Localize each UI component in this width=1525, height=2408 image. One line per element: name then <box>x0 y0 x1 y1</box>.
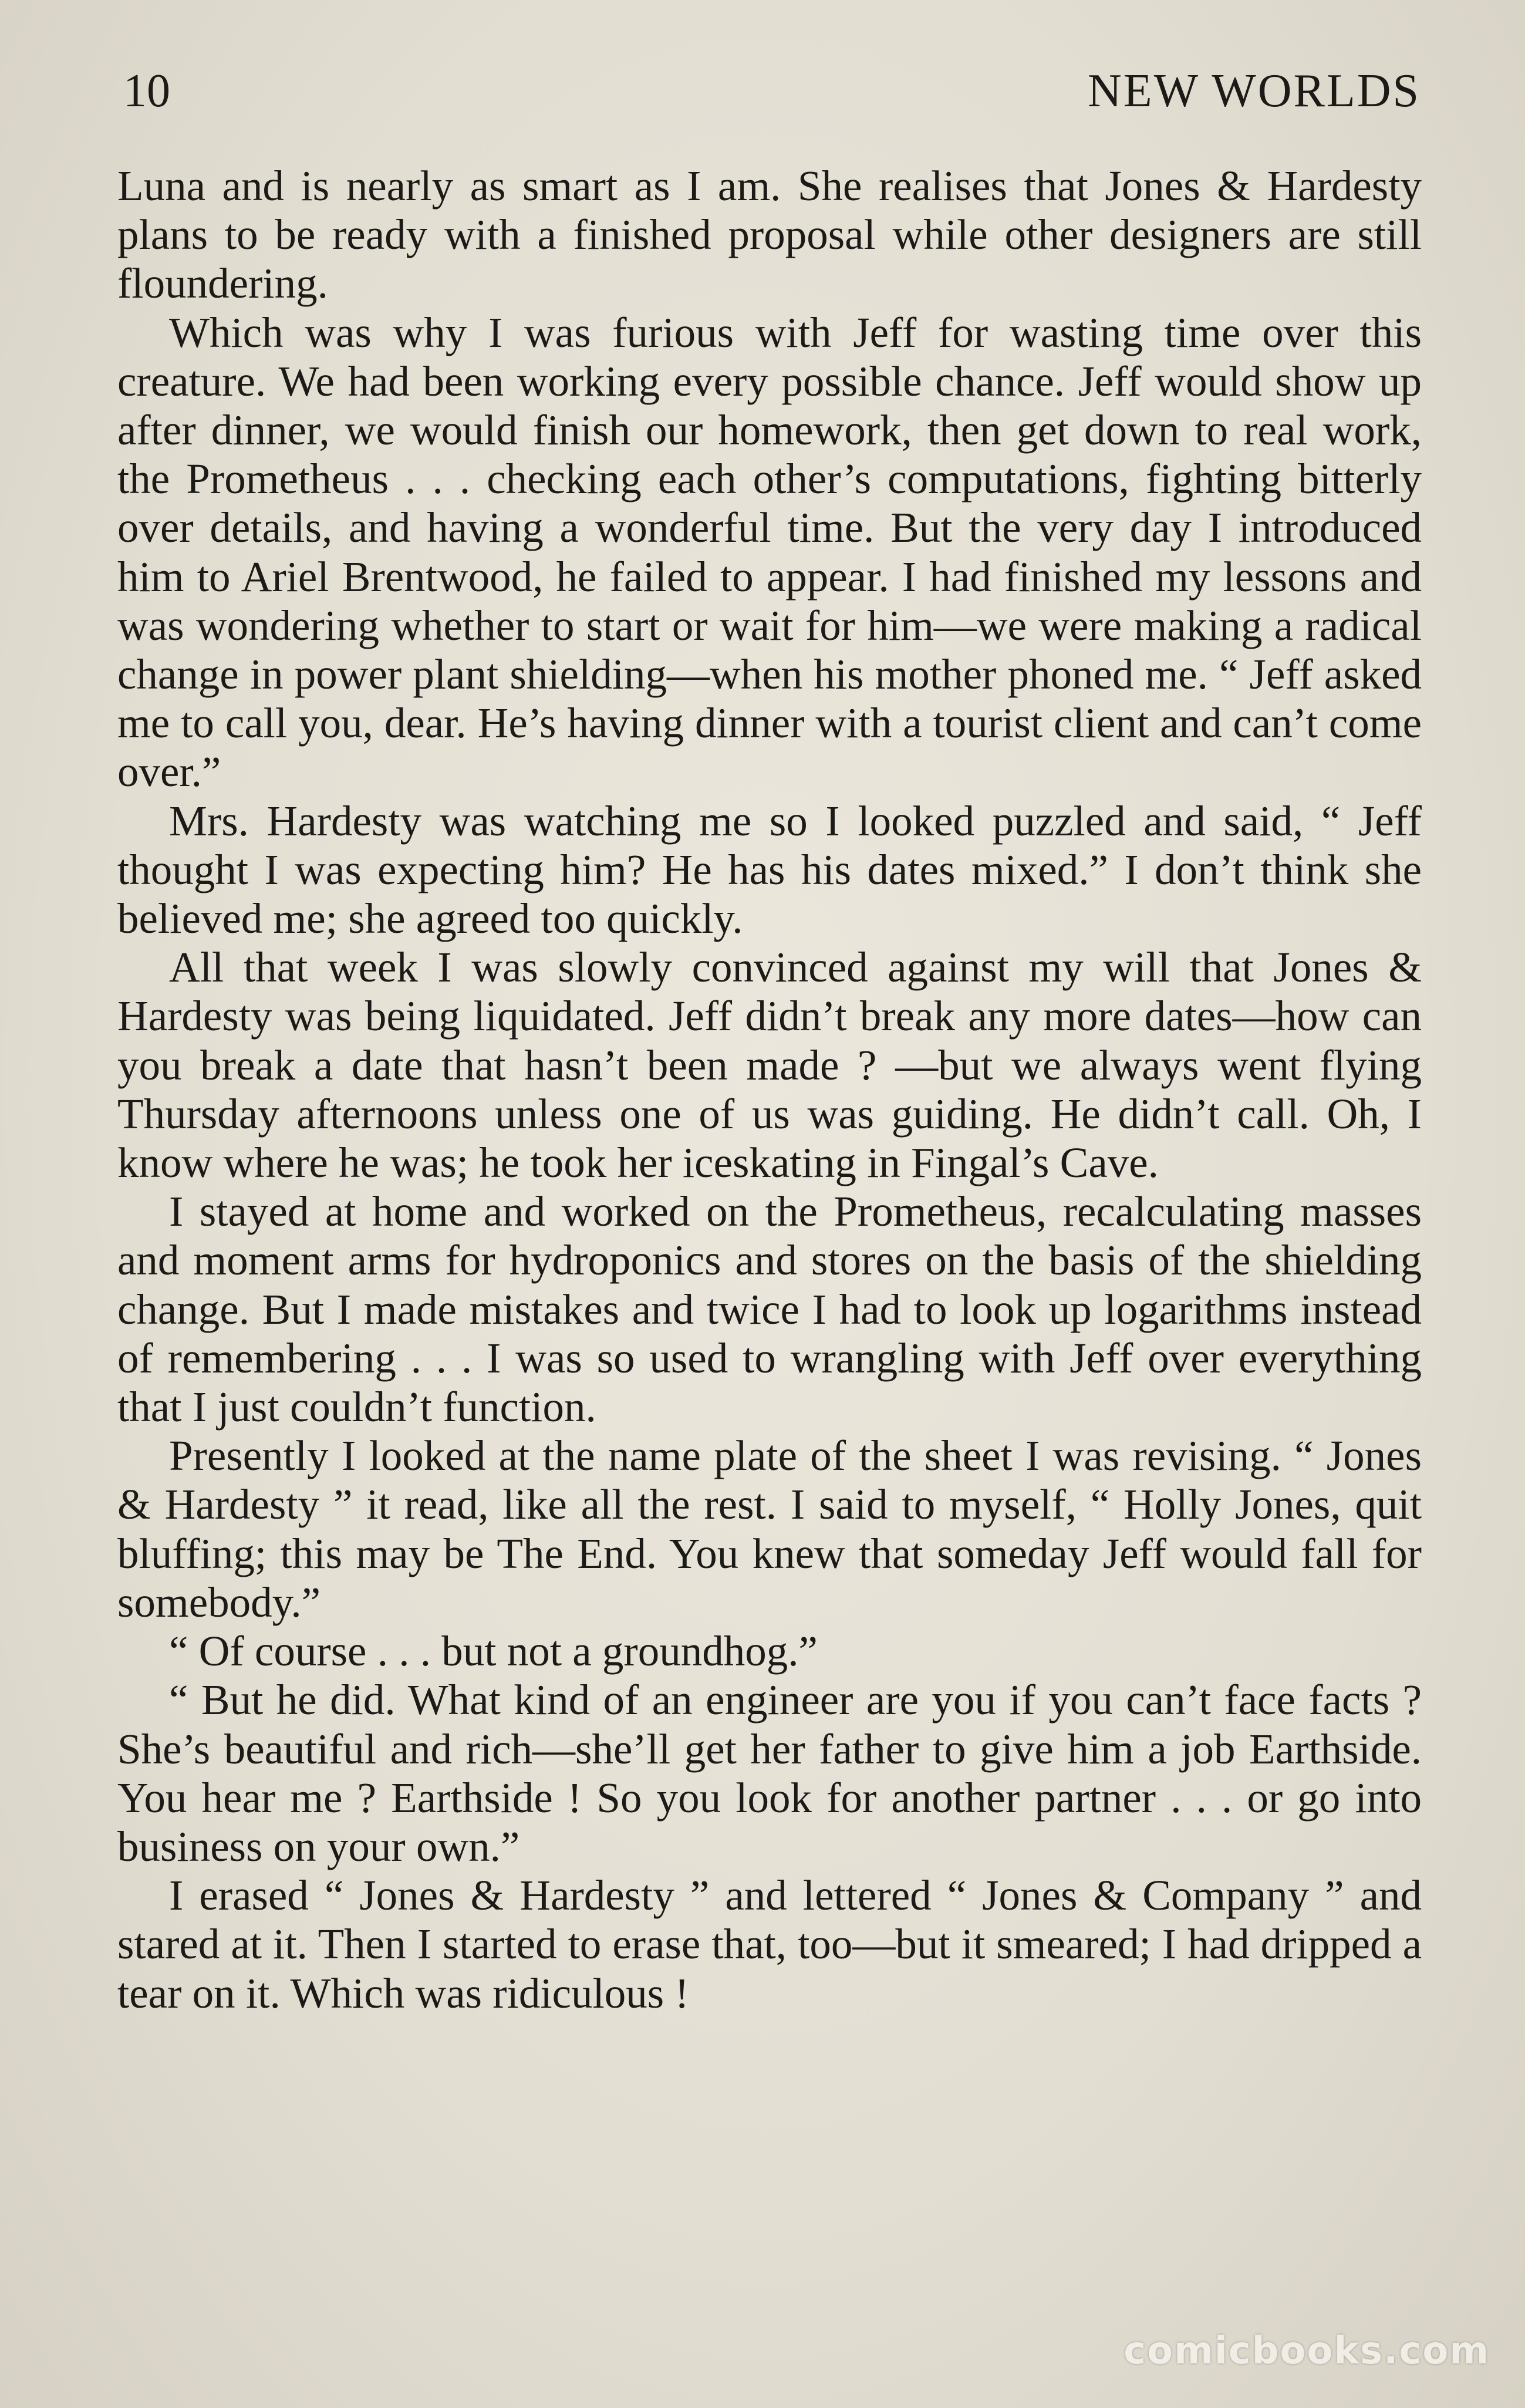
paragraph: “ Of course . . . but not a groundhog.” <box>169 1627 818 1675</box>
page-header <box>123 59 1421 123</box>
paragraph: I erased “ Jones & Hardesty ” and lettered “ Jones & Company ” and stared at it. Then I started to erase that, too—but it smeared; I had dripped a tear on it. Which was ridiculous ! <box>117 1871 1422 2017</box>
paragraph: All that week I was slowly convinced against my will that Jones & Hardesty was being liquidated. Jeff didn’t break any more dates—how can you break a date that hasn’t been made ? —but we always went flying Thursday afternoons unless one of us was guiding. He didn’t call. Oh, I know where he was; he took her iceskating in Fingal’s Cave. <box>117 943 1422 1187</box>
paragraph: Luna and is nearly as smart as I am. She realises that Jones & Hardesty plans to be ready with a finished proposal while other designers are still floundering. <box>117 162 1422 308</box>
body-text <box>117 161 1422 2018</box>
page-number: 10 <box>123 65 170 117</box>
paragraph: Which was why I was furious with Jeff for wasting time over this creature. We had been working every possible chance. Jeff would show up after dinner, we would finish our homework, then get down to real work, the Prometheus . . . checking each other’s computations, fighting bitterly over details, and having a wonderful time. But the very day I introduced him to Ariel Brentwood, he failed to appear. I had finished my lessons and was wondering whether to start or wait for him—we were making a radical change in power plant shielding—when his mother phoned me. “ Jeff asked me to call you, dear. He’s having dinner with a tourist client and can’t come over.” <box>117 308 1422 796</box>
running-head: NEW WORLDS <box>1087 65 1421 117</box>
paragraph: Presently I looked at the name plate of the sheet I was revising. “ Jones & Hardesty ” it read, like all the rest. I said to myself, “ Holly Jones, quit bluffing; this may be The End. You knew that someday Jeff would fall for somebody.” <box>117 1432 1422 1626</box>
watermark: comicbooks.com <box>1123 2329 1490 2373</box>
paragraph: “ But he did. What kind of an engineer are you if you can’t face facts ? She’s beautiful and rich—she’ll get her father to give him a job Earthside. You hear me ? Earthside ! So you look for another partner . . . or go into business on your own.” <box>117 1676 1422 1870</box>
paragraph: I stayed at home and worked on the Prometheus, recalculating masses and moment arms for hydroponics and stores on the basis of the shielding change. But I made mistakes and twice I had to look up logarithms instead of remembering . . . I was so used to wrangling with Jeff over everything that I just couldn’t function. <box>117 1188 1422 1431</box>
paragraph: Mrs. Hardesty was watching me so I looked puzzled and said, “ Jeff thought I was expecting him? He has his dates mixed.” I don’t think she believed me; she agreed too quickly. <box>117 797 1422 943</box>
